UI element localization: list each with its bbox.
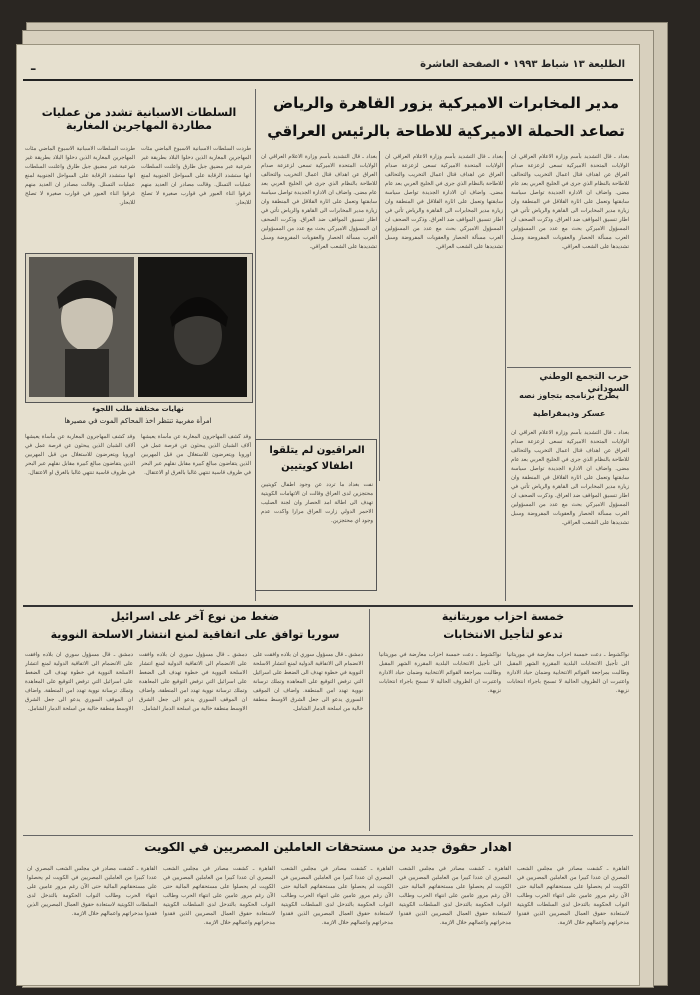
column-rule-2: [379, 151, 380, 481]
mid-headline-2: اطفالا كويتيين: [281, 461, 353, 472]
column-rule-4: [369, 609, 370, 831]
photo-right: [138, 257, 247, 397]
bottom-column-3: القاهرة ـ كشفت مصادر في مجلس الشعب المصري ان عددا كبيرا من العاملين المصريين في الكويت لم يحصلوا على مستحقاتهم المالية حتى الآن رغم مرور عامين على انتهاء الحرب وطالب النواب الحكومة بالتدخل لدى السلطات الكويتية لاستعادة حقوق العمال المصريين الذين فقدوا مدخراتهم واعمالهم خلال الازمة.: [281, 866, 393, 926]
mauritania-headline-1: خمسة احزاب موريتانية: [441, 610, 565, 623]
lead-headline-2: تصاعد الحملة الاميركية للاطاحة بالرئيس العراقي: [267, 122, 625, 140]
lead-sub-1: يطرح برنامجه بتجاوز نصه: [519, 391, 619, 400]
bottom-column-2: القاهرة ـ كشفت مصادر في مجلس الشعب المصري ان عددا كبيرا من العاملين المصريين في الكويت لم يحصلوا على مستحقاتهم المالية حتى الآن رغم مرور عامين على انتهاء الحرب وطالب النواب الحكومة بالتدخل لدى السلطات الكويتية لاستعادة حقوق العمال المصريين الذين فقدوا مدخراتهم واعمالهم خلال الازمة.: [399, 866, 511, 926]
nuclear-headline-2: سوريا توافق على اتفاقية لمنع انتشار الاسلحة النووية: [50, 628, 340, 641]
bottom-headline: اهدار حقوق جديد من مستحقات العاملين المصريين في الكويت: [144, 840, 512, 854]
nuclear-column-b: دمشق ـ قال مسؤول سوري ان بلاده وافقت على الانضمام الى الاتفاقية الدولية لمنع انتشار الاسلحة النووية في خطوة تهدف الى الضغط على اسرائيل التي ترفض التوقيع على المعاهدة وتملك ترسانة نووية تهدد امن المنطقة. واضاف ان الموقف السوري يدعو الى جعل الشرق الاوسط منطقة خالية من اسلحة الدمار الشامل.: [139, 652, 247, 712]
page-label: الطليعة ١٣ شباط ١٩٩٣ • الصفحة العاشرة: [420, 59, 625, 70]
column-rule-1: [505, 151, 506, 601]
lead-column-1: بغداد ـ قال التشديد بأسم وزارة الاعلام العراقي ان الولايات المتحدة الاميركية تسعى لزعزعة صدام العراق عن اهداف قتال اعمال التخريب والتحالف للاطاحة بالنظام الذي جرى في الخليج العربي بعد عام مضى. واضاف ان الادارة الجديدة تواصل سياسة سابقتها وتعمل على اثارة القلاقل في المنطقة وان زيارة مدير المخابرات الى القاهرة والرياض تأتي في اطار تنسيق المواقف ضد العراق. وذكرت الصحف ان المسؤول الاميركي بحث مع عدد من المسؤولين العرب مسألة الحصار والعقوبات المفروضة وسبل تشديدها على الشعب العراقي.: [511, 154, 629, 250]
mid-body: نفت بغداد ما تردد عن وجود اطفال كويتيين محتجزين لدى العراق وقالت ان الاتهامات الكويتية تهدف الى اطالة امد الحصار وان لجنة الصليب الاحمر الدولي زارت العراق مرارا واكدت عدم وجود اي محتجزين.: [261, 482, 373, 524]
nuclear-column-c: دمشق ـ قال مسؤول سوري ان بلاده وافقت على الانضمام الى الاتفاقية الدولية لمنع انتشار الاسلحة النووية في خطوة تهدف الى الضغط على اسرائيل التي ترفض التوقيع على المعاهدة وتملك ترسانة نووية تهدد امن المنطقة. واضاف ان الموقف السوري يدعو الى جعل الشرق الاوسط منطقة خالية من اسلحة الدمار الشامل.: [253, 652, 363, 712]
left-column-a: طردت السلطات الاسبانية الاسبوع الماضي مئات المهاجرين المغاربة الذين دخلوا البلاد بطريقة غير شرعية عبر مضيق جبل طارق واعلنت السلطات انها ستشدد الرقابة على السواحل الجنوبية لمنع عمليات التسلل. وقالت مصادر ان العديد منهم غرقوا اثناء العبور في قوارب صغيرة لا تصلح للابحار.: [25, 146, 135, 206]
bottom-column-1: القاهرة ـ كشفت مصادر في مجلس الشعب المصري ان عددا كبيرا من العاملين المصريين في الكويت لم يحصلوا على مستحقاتهم المالية حتى الآن رغم مرور عامين على انتهاء الحرب وطالب النواب الحكومة بالتدخل لدى السلطات الكويتية لاستعادة حقوق العمال المصريين الذين فقدوا مدخراتهم واعمالهم خلال الازمة.: [517, 866, 629, 926]
lead-column-1-cont: بغداد ـ قال التشديد بأسم وزارة الاعلام العراقي ان الولايات المتحدة الاميركية تسعى لزعزعة صدام العراق عن اهداف قتال اعمال التخريب والتحالف للاطاحة بالنظام الذي جرى في الخليج العربي بعد عام مضى. واضاف ان الادارة الجديدة تواصل سياسة سابقتها وتعمل على اثارة القلاقل في المنطقة وان زيارة مدير المخابرات الى القاهرة والرياض تأتي في اطار تنسيق المواقف ضد العراق. وذكرت الصحف ان المسؤول الاميركي بحث مع عدد من المسؤولين العرب مسألة الحصار والعقوبات المفروضة وسبل تشديدها على الشعب العراقي.: [511, 430, 629, 526]
left-cont-b: وقد كشف المهاجرون المغاربة عن مأساة يعيشها آلاف الشبان الذين يبحثون عن فرصة عمل في اوروبا ويتعرضون للاستغلال من قبل المهربين الذين يتقاضون مبالغ كبيرة مقابل نقلهم عبر البحر في ظروف قاسية تنتهي غالبا بالغرق او الاعتقال.: [141, 434, 251, 476]
page-header: [23, 49, 633, 81]
lead-column-2: بغداد ـ قال التشديد بأسم وزارة الاعلام العراقي ان الولايات المتحدة الاميركية تسعى لزعزعة صدام العراق عن اهداف قتال اعمال التخريب والتحالف للاطاحة بالنظام الذي جرى في الخليج العربي بعد عام مضى. واضاف ان الادارة الجديدة تواصل سياسة سابقتها وتعمل على اثارة القلاقل في المنطقة وان زيارة مدير المخابرات الى القاهرة والرياض تأتي في اطار تنسيق المواقف ضد العراق. وذكرت الصحف ان المسؤول الاميركي بحث مع عدد من المسؤولين العرب مسألة الحصار والعقوبات المفروضة وسبل تشديدها على الشعب العراقي.: [385, 154, 503, 250]
nuclear-headline-1: ضغط من نوع آخر على اسرائيل: [110, 610, 280, 623]
left-headline: السلطات الاسبانية تشدد من عمليات مطاردة المهاجرين المغاربة: [41, 106, 237, 132]
mauritania-column-b: نواكشوط ـ دعت خمسة احزاب معارضة في موريتانيا الى تأجيل الانتخابات البلدية المقررة الشهر المقبل وطالبت بمراجعة القوائم الانتخابية وضمان حياد الادارة واعتبرت ان الظروف الحالية لا تسمح باجراء انتخابات نزيهة.: [379, 652, 501, 694]
photo-left: [29, 257, 134, 397]
lead-kicker: حرب التجمع الوطني السوداني: [539, 372, 629, 395]
kicker-rule: [507, 367, 631, 368]
section-rule: [23, 605, 633, 607]
man-portrait-icon: [138, 257, 247, 397]
photo-caption-line: امرأة مغربية تنتظر اخذ المحاكم الموت في مصيرها: [64, 417, 212, 425]
bottom-column-4: القاهرة ـ كشفت مصادر في مجلس الشعب المصري ان عددا كبيرا من العاملين المصريين في الكويت لم يحصلوا على مستحقاتهم المالية حتى الآن رغم مرور عامين على انتهاء الحرب وطالب النواب الحكومة بالتدخل لدى السلطات الكويتية لاستعادة حقوق العمال المصريين الذين فقدوا مدخراتهم واعمالهم خلال الازمة.: [163, 866, 275, 926]
woman-portrait-icon: [29, 257, 134, 397]
photo-caption-title: نهايات مختلفة طلب اللجوء: [92, 405, 184, 413]
nuclear-column-a: دمشق ـ قال مسؤول سوري ان بلاده وافقت على الانضمام الى الاتفاقية الدولية لمنع انتشار الاسلحة النووية في خطوة تهدف الى الضغط على اسرائيل التي ترفض التوقيع على المعاهدة وتملك ترسانة نووية تهدد امن المنطقة. واضاف ان الموقف السوري يدعو الى جعل الشرق الاوسط منطقة خالية من اسلحة الدمار الشامل.: [25, 652, 133, 712]
newspaper-page: [16, 44, 640, 986]
bottom-rule: [23, 835, 633, 836]
left-column-b: طردت السلطات الاسبانية الاسبوع الماضي مئات المهاجرين المغاربة الذين دخلوا البلاد بطريقة غير شرعية عبر مضيق جبل طارق واعلنت السلطات انها ستشدد الرقابة على السواحل الجنوبية لمنع عمليات التسلل. وقالت مصادر ان العديد منهم غرقوا اثناء العبور في قوارب صغيرة لا تصلح للابحار.: [141, 146, 251, 206]
mid-headline-1: العراقيون لم يتلقوا: [269, 445, 365, 456]
left-cont-a: وقد كشف المهاجرون المغاربة عن مأساة يعيشها آلاف الشبان الذين يبحثون عن فرصة عمل في اوروبا ويتعرضون للاستغلال من قبل المهربين الذين يتقاضون مبالغ كبيرة مقابل نقلهم عبر البحر في ظروف قاسية تنتهي غالبا بالغرق او الاعتقال.: [25, 434, 135, 476]
bottom-column-5: القاهرة ـ كشفت مصادر في مجلس الشعب المصري ان عددا كبيرا من العاملين المصريين في الكويت لم يحصلوا على مستحقاتهم المالية حتى الآن رغم مرور عامين على انتهاء الحرب وطالب النواب الحكومة بالتدخل لدى السلطات الكويتية لاستعادة حقوق العمال المصريين الذين فقدوا مدخراتهم واعمالهم خلال الازمة.: [27, 866, 157, 917]
mauritania-headline-2: تدعو لتأجيل الانتخابات: [443, 628, 563, 641]
mauritania-column-a: نواكشوط ـ دعت خمسة احزاب معارضة في موريتانيا الى تأجيل الانتخابات البلدية المقررة الشهر المقبل وطالبت بمراجعة القوائم الانتخابية وضمان حياد الادارة واعتبرت ان الظروف الحالية لا تسمح باجراء انتخابات نزيهة.: [507, 652, 629, 694]
lead-headline-1: مدير المخابرات الاميركية يزور القاهرة والرياض: [272, 94, 620, 112]
lead-column-3: بغداد ـ قال التشديد بأسم وزارة الاعلام العراقي ان الولايات المتحدة الاميركية تسعى لزعزعة صدام العراق عن اهداف قتال اعمال التخريب والتحالف للاطاحة بالنظام الذي جرى في الخليج العربي بعد عام مضى. واضاف ان الادارة الجديدة تواصل سياسة سابقتها وتعمل على اثارة القلاقل في المنطقة وان زيارة مدير المخابرات الى القاهرة والرياض تأتي في اطار تنسيق المواقف ضد العراق. وذكرت الصحف ان المسؤول الاميركي بحث مع عدد من المسؤولين العرب مسألة الحصار والعقوبات المفروضة وسبل تشديدها على الشعب العراقي.: [261, 154, 377, 250]
lead-sub-2: عسكر وديمقراطية: [532, 409, 606, 418]
header-mark: ـ: [31, 59, 36, 74]
